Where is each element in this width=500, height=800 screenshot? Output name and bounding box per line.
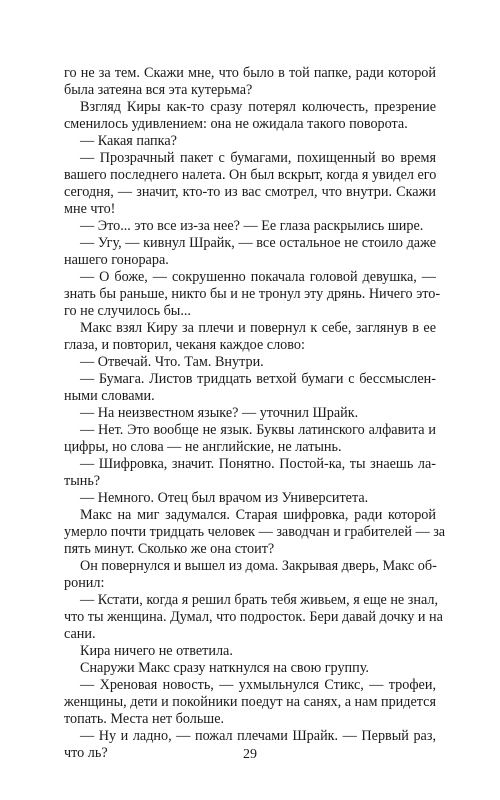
paragraph xyxy=(64,677,436,728)
paragraph xyxy=(64,456,436,490)
text-line: Кира ничего не ответила. xyxy=(80,643,233,659)
text-line: — О боже, — сокрушенно покачала головой девушка, — xyxy=(80,269,436,285)
paragraph xyxy=(64,235,436,269)
text-line: была затеяна вся эта кутерьма? xyxy=(64,82,253,98)
text-line: сменилось удивлением: она не ожидала такого поворота. xyxy=(64,116,408,132)
text-line: Макс взял Киру за плечи и повернул к себе, заглянув в ее xyxy=(80,320,436,336)
paragraph xyxy=(64,269,441,320)
text-line: — Отвечай. Что. Там. Внутри. xyxy=(80,354,264,370)
paragraph xyxy=(64,354,436,371)
paragraph xyxy=(64,507,446,558)
text-line: — Ну и ладно, — пожал плечами Шрайк. — Первый раз, xyxy=(80,728,436,744)
text-line: — Бумага. Листов тридцать ветхой бумаги с бессмыслен- xyxy=(80,371,436,387)
text-line: пять минут. Сколько же она стоит? xyxy=(64,541,275,557)
text-line: Снаружи Макс сразу наткнулся на свою группу. xyxy=(80,660,369,676)
text-line: Макс на миг задумался. Старая шифровка, ради которой xyxy=(80,507,436,523)
text-line: Взгляд Киры как-то сразу потерял колючесть, презрение xyxy=(80,99,436,115)
body-text xyxy=(64,65,446,762)
text-line: — Хреновая новость, — ухмыльнулся Стикс, — трофеи, xyxy=(80,677,436,693)
paragraph xyxy=(64,99,436,133)
paragraph xyxy=(64,660,436,677)
text-line: знать бы раньше, никто бы и не тронул эту дрянь. Ничего это- xyxy=(64,286,441,302)
text-line: — Угу, — кивнул Шрайк, — все остальное не стоило даже xyxy=(80,235,436,251)
paragraph xyxy=(64,405,436,422)
text-line: топать. Места нет больше. xyxy=(64,711,225,727)
text-line: — Немного. Отец был врачом из Университета. xyxy=(80,490,369,506)
text-line: — На неизвестном языке? — уточнил Шрайк. xyxy=(80,405,359,421)
text-line: — Кстати, когда я решил брать тебя живьем, я еще не знал, xyxy=(80,592,439,608)
text-line: сани. xyxy=(64,626,96,642)
text-line: женщины, дети и покойники поедут на санях, а нам придется xyxy=(64,694,436,710)
page-number: 29 xyxy=(243,747,257,762)
text-line: цифры, но слова — не английские, не латынь. xyxy=(64,439,342,455)
text-line: что ты женщина. Думал, что подросток. Бери давай дочку и на xyxy=(64,609,443,625)
text-line: — Нет. Это вообще не язык. Буквы латинского алфавита и xyxy=(80,422,436,438)
text-line: ронил: xyxy=(64,575,105,591)
text-line: — Прозрачный пакет с бумагами, похищенный во время xyxy=(80,150,436,166)
paragraph xyxy=(64,218,436,235)
paragraph xyxy=(64,490,436,507)
text-line: го не случилось бы... xyxy=(64,303,191,319)
paragraph xyxy=(64,592,443,643)
text-line: ными словами. xyxy=(64,388,155,404)
text-line: го не за тем. Скажи мне, что было в той папке, ради которой xyxy=(64,65,436,81)
paragraph xyxy=(64,65,436,99)
text-line: — Это... это все из-за нее? — Ее глаза раскрылись шире. xyxy=(80,218,424,234)
paragraph xyxy=(64,133,436,150)
text-line: глаза, и повторил, чеканя каждое слово: xyxy=(64,337,305,353)
text-line: сегодня, — значит, кто-то из вас смотрел, что внутри. Скажи xyxy=(64,184,436,200)
text-line: тынь? xyxy=(64,473,101,489)
paragraph xyxy=(64,150,436,218)
paragraph xyxy=(64,320,436,354)
text-line: — Какая папка? xyxy=(80,133,177,149)
text-line: нашего гонорара. xyxy=(64,252,169,268)
text-line: мне что! xyxy=(64,201,116,217)
text-line: Он повернулся и вышел из дома. Закрывая дверь, Макс об- xyxy=(80,558,437,574)
text-line: умерло почти тридцать человек — заводчан и грабителей — за xyxy=(64,524,446,540)
text-line: — Шифровка, значит. Понятно. Постой-ка, ты знаешь ла- xyxy=(80,456,436,472)
paragraph xyxy=(64,558,436,592)
paragraph xyxy=(64,371,436,405)
text-line: вашего последнего налета. Он был вскрыт, когда я увидел его xyxy=(64,167,437,183)
paragraph xyxy=(64,422,436,456)
paragraph xyxy=(64,643,436,660)
text-line: что ль? xyxy=(64,745,108,761)
